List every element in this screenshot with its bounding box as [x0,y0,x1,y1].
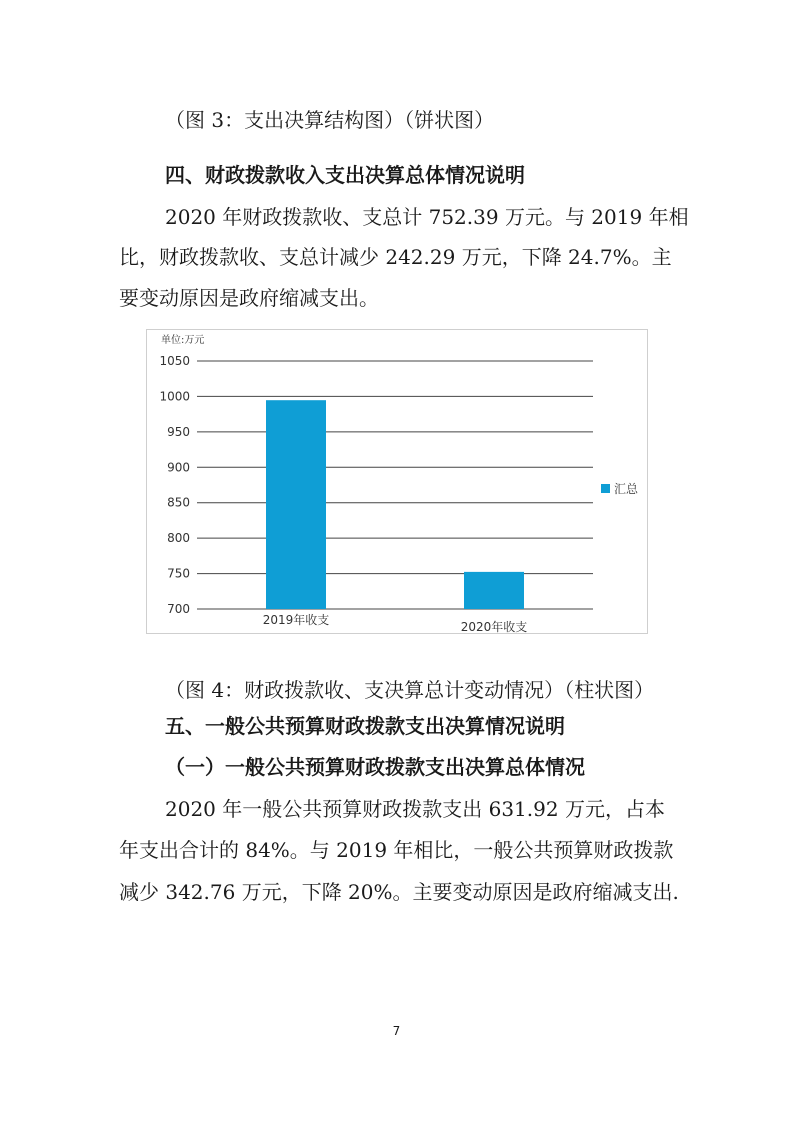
legend-swatch [601,484,610,493]
section-5-paragraph-line-2: 年支出合计的 84%。与 2019 年相比，一般公共预算财政拨款 [119,838,674,862]
x-category-label: 2019年收支 [262,613,330,627]
section-5-sub-heading: （一）一般公共预算财政拨款支出决算总体情况 [165,755,585,779]
y-tick-label: 900 [167,460,190,475]
y-tick-label: 750 [167,566,190,581]
y-tick-label: 1000 [159,389,190,404]
section-4-paragraph-line-1: 2020 年财政拨款收、支总计 752.39 万元。与 2019 年相 [165,205,689,229]
bar-1 [266,400,326,609]
bar-chart-svg [147,330,647,633]
figure-4-caption: （图 4：财政拨款收、支决算总计变动情况）（柱状图） [165,678,655,702]
figure-3-caption: （图 3：支出决算结构图）（饼状图） [165,108,495,132]
y-tick-label: 950 [167,424,190,439]
chart-unit-label: 单位:万元 [161,335,205,346]
y-tick-label: 700 [167,602,190,616]
y-tick-label: 800 [167,531,190,546]
bar-2 [464,572,524,609]
bar-chart [146,329,648,634]
legend-label: 汇总 [614,482,639,496]
y-tick-label: 1050 [159,354,190,368]
y-tick-label: 850 [167,495,190,510]
section-4-paragraph-line-2: 比，财政拨款收、支总计减少 242.29 万元，下降 24.7%。主 [119,245,672,269]
x-category-label: 2020年收支 [460,620,528,633]
section-5-paragraph-line-1: 2020 年一般公共预算财政拨款支出 631.92 万元，占本 [165,797,665,821]
section-5-paragraph-line-3: 减少 342.76 万元，下降 20%。主要变动原因是政府缩减支出. [119,880,679,904]
section-5-heading: 五、一般公共预算财政拨款支出决算情况说明 [165,714,565,738]
section-4-paragraph-line-3: 要变动原因是政府缩减支出。 [119,286,379,310]
section-4-heading: 四、财政拨款收入支出决算总体情况说明 [165,163,525,187]
page-number: 7 [392,1024,401,1038]
